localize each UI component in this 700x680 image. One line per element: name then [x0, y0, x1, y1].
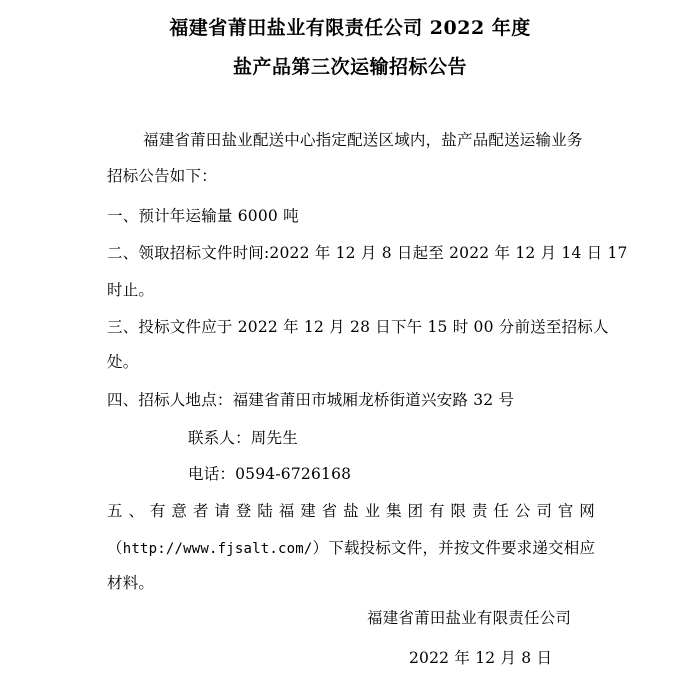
item-2-line-1: 二、领取招标文件时间:2022 年 12 月 8 日起至 2022 年 12 月 14 日 17 — [107, 244, 628, 262]
item-2-line-2: 时止。 — [107, 281, 155, 299]
website-link[interactable]: http://www.fjsalt.com/ — [122, 541, 313, 557]
item-5-line-1: 五、有意者请登陆福建省盐业集团有限责任公司官网 — [107, 502, 595, 520]
item-5-line-3: 材料。 — [107, 574, 155, 592]
item-4: 四、招标人地点：福建省莆田市城厢龙桥街道兴安路 32 号 — [107, 391, 515, 409]
item-5-line-2-rest: ）下载投标文件，并按文件要求递交相应 — [312, 539, 596, 557]
contact-phone: 电话：0594-6726168 — [188, 465, 352, 483]
paren-open: （ — [107, 539, 123, 557]
item-3-line-1: 三、投标文件应于 2022 年 12 月 28 日下午 15 时 00 分前送至招标人 — [107, 318, 609, 336]
item-1: 一、预计年运输量 6000 吨 — [107, 207, 299, 225]
signature-date: 2022 年 12 月 8 日 — [409, 649, 553, 667]
item-3-line-2: 处。 — [107, 353, 139, 371]
intro-line-2: 招标公告如下： — [107, 167, 217, 185]
signature-organization: 福建省莆田盐业有限责任公司 — [367, 609, 572, 627]
title-line-2: 盐产品第三次运输招标公告 — [232, 56, 467, 78]
item-5-line-2 — [107, 536, 595, 558]
title-line-1: 福建省莆田盐业有限责任公司 2022 年度 — [169, 17, 531, 39]
contact-person: 联系人：周先生 — [188, 429, 298, 447]
intro-line-1: 福建省莆田盐业配送中心指定配送区域内，盐产品配送运输业务 — [143, 131, 583, 149]
